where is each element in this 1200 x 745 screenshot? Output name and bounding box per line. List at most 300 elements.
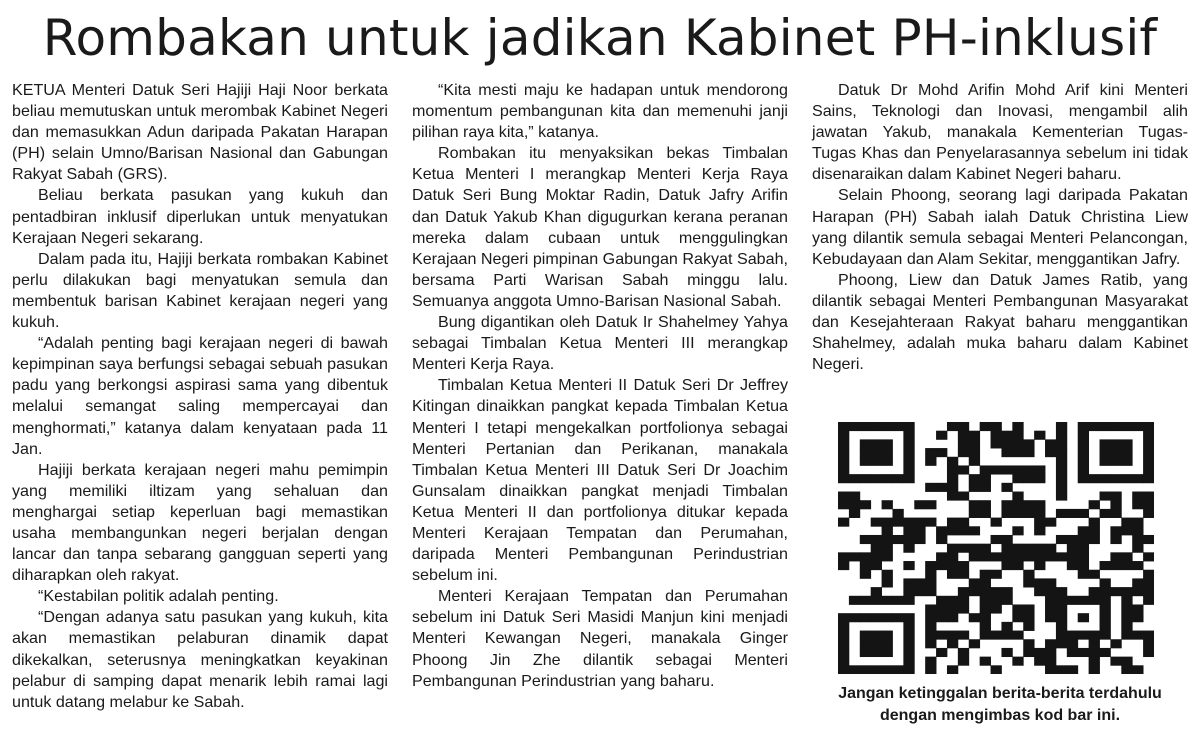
qr-module <box>860 500 871 509</box>
qr-module <box>980 474 991 483</box>
qr-caption-line-1: Jangan ketinggalan berita-berita terdahulu <box>838 685 1162 702</box>
qr-module <box>1023 613 1034 622</box>
qr-module <box>1100 561 1111 570</box>
qr-module <box>1045 578 1056 587</box>
qr-module <box>1110 457 1121 466</box>
qr-module <box>1143 631 1154 640</box>
qr-module <box>882 552 893 561</box>
qr-module <box>1045 604 1056 613</box>
qr-module <box>1132 500 1143 509</box>
qr-module <box>1001 552 1012 561</box>
qr-module <box>838 622 849 631</box>
qr-module <box>980 613 991 622</box>
qr-module <box>838 448 849 457</box>
qr-module <box>903 665 914 674</box>
qr-module <box>838 431 849 440</box>
qr-module <box>1089 474 1100 483</box>
qr-module <box>1067 561 1078 570</box>
qr-module <box>1078 465 1089 474</box>
qr-module <box>969 457 980 466</box>
qr-module <box>1121 474 1132 483</box>
qr-module <box>936 535 947 544</box>
qr-module <box>1045 544 1056 553</box>
qr-module <box>925 657 936 666</box>
qr-module <box>1001 631 1012 640</box>
qr-module <box>1034 578 1045 587</box>
qr-module <box>969 544 980 553</box>
qr-module <box>1067 544 1078 553</box>
qr-module <box>925 561 936 570</box>
qr-module <box>860 422 871 431</box>
qr-module <box>1078 648 1089 657</box>
qr-module <box>1089 500 1100 509</box>
qr-module <box>1089 587 1100 596</box>
qr-module <box>860 439 871 448</box>
qr-module <box>1100 613 1111 622</box>
qr-module <box>1132 492 1143 501</box>
qr-module <box>860 648 871 657</box>
qr-module <box>991 535 1002 544</box>
qr-module <box>947 465 958 474</box>
qr-module <box>958 657 969 666</box>
qr-module <box>1056 639 1067 648</box>
qr-module <box>1100 448 1111 457</box>
qr-module <box>991 631 1002 640</box>
qr-module <box>1023 639 1034 648</box>
qr-module <box>1056 604 1067 613</box>
qr-module <box>1110 639 1121 648</box>
qr-module <box>903 439 914 448</box>
qr-module <box>1012 526 1023 535</box>
qr-module <box>1078 422 1089 431</box>
qr-module <box>958 422 969 431</box>
qr-module <box>903 657 914 666</box>
qr-module <box>1067 596 1078 605</box>
qr-module <box>947 526 958 535</box>
qr-module <box>947 631 958 640</box>
qr-module <box>882 631 893 640</box>
qr-module <box>849 596 860 605</box>
qr-module <box>1023 648 1034 657</box>
qr-module <box>991 439 1002 448</box>
qr-module <box>958 561 969 570</box>
qr-module <box>903 448 914 457</box>
qr-module <box>871 561 882 570</box>
qr-module <box>1056 596 1067 605</box>
qr-module <box>1089 570 1100 579</box>
qr-module <box>947 492 958 501</box>
qr-module <box>1001 465 1012 474</box>
qr-module <box>1100 604 1111 613</box>
qr-module <box>1056 492 1067 501</box>
qr-module <box>969 483 980 492</box>
qr-module <box>1121 587 1132 596</box>
qr-module <box>1100 648 1111 657</box>
qr-module <box>1056 509 1067 518</box>
qr-module <box>947 552 958 561</box>
qr-module <box>980 552 991 561</box>
qr-module <box>991 422 1002 431</box>
qr-module <box>980 604 991 613</box>
qr-module <box>980 544 991 553</box>
qr-module <box>871 535 882 544</box>
qr-module <box>1034 465 1045 474</box>
qr-module <box>1012 465 1023 474</box>
qr-module <box>892 535 903 544</box>
qr-module <box>958 448 969 457</box>
qr-module <box>1121 526 1132 535</box>
qr-module <box>947 457 958 466</box>
qr-module <box>958 492 969 501</box>
qr-module <box>1012 613 1023 622</box>
qr-module <box>849 665 860 674</box>
qr-module <box>838 657 849 666</box>
qr-module <box>1078 448 1089 457</box>
paragraph: “Kita mesti maju ke hadapan untuk mendorong momentum pembangunan kita dan memenuhi janji pilihan raya kita,” katanya. <box>412 81 788 142</box>
qr-module <box>892 596 903 605</box>
qr-module <box>871 648 882 657</box>
qr-module <box>1001 622 1012 631</box>
qr-module <box>936 448 947 457</box>
qr-module <box>903 457 914 466</box>
qr-module <box>936 631 947 640</box>
qr-module <box>838 465 849 474</box>
qr-module <box>1078 535 1089 544</box>
qr-module <box>1121 561 1132 570</box>
qr-module <box>1012 552 1023 561</box>
qr-module <box>1067 509 1078 518</box>
qr-module <box>980 500 991 509</box>
qr-module <box>882 457 893 466</box>
qr-module <box>1110 526 1121 535</box>
qr-module <box>969 500 980 509</box>
qr-module <box>1001 509 1012 518</box>
qr-module <box>1045 665 1056 674</box>
qr-module <box>958 431 969 440</box>
qr-module <box>860 474 871 483</box>
qr-module <box>882 578 893 587</box>
qr-module <box>1034 526 1045 535</box>
qr-module <box>838 500 849 509</box>
paragraph: Rombakan itu menyaksikan bekas Timbalan Ketua Menteri I merangkap Menteri Kerja Raya Datuk Seri Bung Moktar Radin, Datuk Jafry Arifin dan Datuk Yakub Khan digugurkan kerana peranan mereka dalam cubaan untuk menggulingkan Kerajaan Negeri pimpinan Gabungan Rakyat Sabah, bersama Parti Warisan Sabah minggu lalu. Semuanya anggota Umno-Barisan Nasional Sabah. <box>412 144 788 310</box>
qr-module <box>914 500 925 509</box>
qr-module <box>860 448 871 457</box>
qr-module <box>860 561 871 570</box>
qr-module <box>980 422 991 431</box>
qr-module <box>1132 665 1143 674</box>
qr-module <box>1121 422 1132 431</box>
qr-module <box>1121 657 1132 666</box>
qr-module <box>1100 587 1111 596</box>
qr-module <box>1078 596 1089 605</box>
qr-module <box>914 578 925 587</box>
qr-module <box>969 509 980 518</box>
qr-module <box>892 665 903 674</box>
qr-module <box>1001 439 1012 448</box>
qr-module <box>871 613 882 622</box>
qr-module <box>1143 596 1154 605</box>
qr-module <box>860 570 871 579</box>
qr-module <box>958 526 969 535</box>
qr-module <box>969 613 980 622</box>
qr-module <box>871 639 882 648</box>
qr-module <box>882 422 893 431</box>
qr-module <box>871 665 882 674</box>
qr-module <box>1110 500 1121 509</box>
qr-module <box>1143 535 1154 544</box>
qr-module <box>1056 474 1067 483</box>
paragraph: Selain Phoong, seorang lagi daripada Pakatan Harapan (PH) Sabah ialah Datuk Christina Liew yang dilantik semula sebagai Menteri Pelancongan, Kebudayaan dan Alam Sekitar, menggantikan Jafry. <box>812 186 1188 268</box>
qr-module <box>1034 561 1045 570</box>
qr-module <box>1110 448 1121 457</box>
qr-module <box>1045 648 1056 657</box>
qr-caption <box>812 683 1188 727</box>
qr-module <box>1143 439 1154 448</box>
qr-module <box>882 500 893 509</box>
qr-module <box>1012 561 1023 570</box>
qr-module <box>871 552 882 561</box>
qr-module <box>1001 448 1012 457</box>
qr-module <box>1034 544 1045 553</box>
qr-module <box>1023 544 1034 553</box>
qr-module <box>1132 561 1143 570</box>
qr-module <box>1045 518 1056 527</box>
qr-module <box>860 596 871 605</box>
qr-module <box>925 448 936 457</box>
qr-module <box>838 639 849 648</box>
qr-module <box>849 474 860 483</box>
qr-module <box>871 587 882 596</box>
qr-module <box>936 552 947 561</box>
qr-module <box>1056 535 1067 544</box>
qr-module <box>1012 431 1023 440</box>
paragraph: “Kestabilan politik adalah penting. <box>38 587 279 606</box>
qr-module <box>1001 431 1012 440</box>
qr-module <box>1023 448 1034 457</box>
qr-module <box>1089 518 1100 527</box>
qr-module <box>1110 552 1121 561</box>
qr-module <box>1012 439 1023 448</box>
qr-module <box>1121 665 1132 674</box>
qr-module <box>903 587 914 596</box>
qr-module <box>991 431 1002 440</box>
qr-module <box>1121 631 1132 640</box>
qr-module <box>871 474 882 483</box>
paragraph: Hajiji berkata kerajaan negeri mahu pemimpin yang memiliki iltizam yang sehaluan dan menghargai setiap keperluan bagi memastikan usaha membangunkan negeri berjalan dengan lancar dan tanpa sebarang gangguan seperti yang diharapkan oleh rakyat. <box>12 460 388 585</box>
qr-module <box>1045 657 1056 666</box>
qr-module <box>838 474 849 483</box>
qr-module <box>947 483 958 492</box>
qr-module <box>1045 639 1056 648</box>
qr-module <box>925 457 936 466</box>
qr-module <box>958 596 969 605</box>
qr-module <box>936 613 947 622</box>
qr-module <box>1078 561 1089 570</box>
qr-module <box>914 535 925 544</box>
qr-module <box>980 578 991 587</box>
qr-module <box>947 422 958 431</box>
qr-module <box>1132 578 1143 587</box>
qr-module <box>1100 474 1111 483</box>
qr-module <box>947 665 958 674</box>
qr-module <box>882 439 893 448</box>
qr-module <box>903 622 914 631</box>
qr-module <box>1121 596 1132 605</box>
paragraph: “Adalah penting bagi kerajaan negeri di bawah kepimpinan saya berfungsi sebagai sebuah pasukan padu yang berkongsi aspirasi sama yang dibentuk melalui semangat saling mempercayai dan menghormati,” katanya dalam kenyataan pada 11 Jan. <box>12 334 388 458</box>
qr-module <box>860 665 871 674</box>
qr-module <box>1100 492 1111 501</box>
qr-module <box>1121 552 1132 561</box>
qr-module <box>925 622 936 631</box>
qr-module <box>980 509 991 518</box>
qr-module <box>1100 439 1111 448</box>
qr-module <box>1056 665 1067 674</box>
qr-module <box>991 596 1002 605</box>
qr-module <box>903 474 914 483</box>
qr-module <box>1078 631 1089 640</box>
qr-module <box>838 648 849 657</box>
qr-module <box>969 448 980 457</box>
qr-module <box>1143 422 1154 431</box>
paragraph: Timbalan Ketua Menteri II Datuk Seri Dr Jeffrey Kitingan dinaikkan pangkat kepada Timbalan Ketua Menteri I tetapi mengekalkan portfolionya sebagai Menteri Pertanian dan Perikanan, manakala Timbalan Ketua Menteri III Datuk Seri Dr Joachim Gunsalam dinaikkan pangkat menjadi Timbalan Ketua Menteri II dan portfolionya ditukar kepada Menteri Kerajaan Tempatan dan Perumahan, daripada Menteri Pembangunan Perindustrian sebelum ini. <box>412 376 788 585</box>
qr-module <box>1001 596 1012 605</box>
qr-module <box>1089 665 1100 674</box>
qr-module <box>838 457 849 466</box>
qr-module <box>969 474 980 483</box>
qr-module <box>958 570 969 579</box>
qr-module <box>1067 552 1078 561</box>
qr-module <box>882 448 893 457</box>
qr-module <box>838 613 849 622</box>
article-column-2 <box>412 80 788 692</box>
qr-module <box>1023 509 1034 518</box>
qr-module <box>1089 639 1100 648</box>
qr-module <box>882 518 893 527</box>
qr-module <box>1143 578 1154 587</box>
qr-module <box>1023 439 1034 448</box>
qr-module <box>849 509 860 518</box>
qr-module <box>1034 500 1045 509</box>
article-column-3 <box>812 80 1188 375</box>
qr-module <box>947 613 958 622</box>
qr-module <box>1100 622 1111 631</box>
qr-module <box>1078 526 1089 535</box>
qr-module <box>925 518 936 527</box>
qr-module <box>838 665 849 674</box>
qr-module <box>1143 500 1154 509</box>
qr-module <box>947 596 958 605</box>
qr-module <box>936 648 947 657</box>
qr-module <box>980 657 991 666</box>
qr-module <box>1012 631 1023 640</box>
qr-module <box>1056 613 1067 622</box>
qr-module <box>1078 552 1089 561</box>
qr-module <box>860 535 871 544</box>
qr-module <box>860 613 871 622</box>
qr-module <box>1078 439 1089 448</box>
qr-module <box>860 552 871 561</box>
qr-module <box>1067 631 1078 640</box>
qr-module <box>892 613 903 622</box>
qr-module <box>1143 552 1154 561</box>
qr-module <box>1132 422 1143 431</box>
qr-module <box>980 483 991 492</box>
qr-module <box>1132 518 1143 527</box>
qr-module <box>1132 631 1143 640</box>
qr-module <box>969 526 980 535</box>
qr-module <box>871 518 882 527</box>
qr-module <box>882 596 893 605</box>
qr-module <box>903 465 914 474</box>
qr-module <box>936 604 947 613</box>
qr-module <box>1121 457 1132 466</box>
qr-module <box>958 604 969 613</box>
qr-module <box>1143 457 1154 466</box>
paragraph: Datuk Dr Mohd Arifin Mohd Arif kini Menteri Sains, Teknologi dan Inovasi, mengambil alih jawatan Yakub, manakala Kementerian Tugas-Tugas Khas dan Penyelarasannya sebelum ini tidak disenaraikan dalam Kabinet Negeri baharu. <box>812 81 1188 184</box>
qr-module <box>1012 492 1023 501</box>
qr-module <box>849 500 860 509</box>
qr-module <box>1078 544 1089 553</box>
qr-module <box>936 596 947 605</box>
qr-module <box>1056 465 1067 474</box>
qr-module <box>980 596 991 605</box>
qr-module <box>925 639 936 648</box>
qr-module <box>1110 587 1121 596</box>
qr-module <box>1045 613 1056 622</box>
qr-module <box>1034 657 1045 666</box>
qr-module <box>1143 431 1154 440</box>
qr-module <box>1089 422 1100 431</box>
qr-module <box>1001 648 1012 657</box>
qr-module <box>1056 552 1067 561</box>
qr-module <box>838 561 849 570</box>
qr-module <box>1001 483 1012 492</box>
qr-module <box>871 439 882 448</box>
qr-module <box>1078 474 1089 483</box>
qr-module <box>1110 509 1121 518</box>
headline: Rombakan untuk jadikan Kabinet PH-inklusif <box>42 9 1158 67</box>
qr-module <box>1089 596 1100 605</box>
qr-module <box>947 639 958 648</box>
qr-module <box>1056 483 1067 492</box>
qr-module <box>1100 422 1111 431</box>
qr-module <box>958 631 969 640</box>
qr-module <box>969 639 980 648</box>
qr-module <box>849 613 860 622</box>
qr-module <box>1132 587 1143 596</box>
qr-module <box>1045 596 1056 605</box>
qr-module <box>849 492 860 501</box>
qr-module <box>969 439 980 448</box>
qr-module <box>1132 535 1143 544</box>
qr-module <box>947 561 958 570</box>
qr-module <box>925 604 936 613</box>
qr-module <box>871 457 882 466</box>
qr-module <box>1056 439 1067 448</box>
qr-module <box>1045 448 1056 457</box>
qr-module <box>1143 448 1154 457</box>
qr-module <box>1012 509 1023 518</box>
qr-module <box>1056 422 1067 431</box>
qr-module <box>1001 561 1012 570</box>
qr-module <box>1023 465 1034 474</box>
qr-module <box>925 665 936 674</box>
qr-module <box>1067 535 1078 544</box>
qr-module <box>991 552 1002 561</box>
qr-module <box>1110 535 1121 544</box>
qr-module <box>1023 604 1034 613</box>
qr-module <box>980 570 991 579</box>
